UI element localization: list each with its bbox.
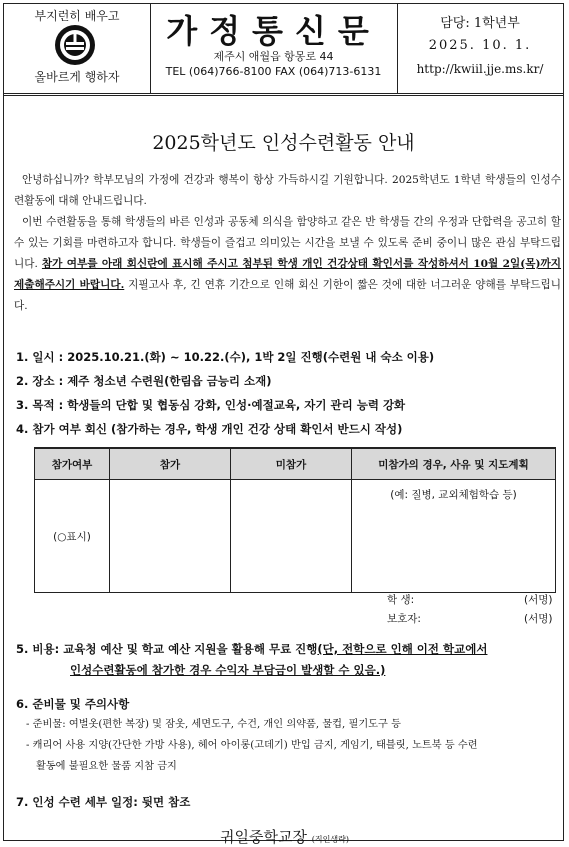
newsletter-title-box (150, 4, 398, 93)
cost-note-2: 인성수련활동에 참가한 경우 수익자 부담금이 발생할 수 있음.) (70, 663, 386, 677)
principal-name: 귀일중학교장 (220, 828, 307, 846)
school-motto-box (4, 4, 151, 93)
reply-header-status: 참가여부 (35, 448, 110, 480)
newsletter-frame (3, 3, 564, 841)
newsletter-header (4, 4, 563, 96)
school-website-link[interactable]: http://kwiil.jje.ms.kr/ (416, 62, 544, 76)
item-schedule: 1. 일시 : 2025.10.21.(화) ~ 10.22.(수), 1박 2일 진행(수련원 내 숙소 이용) (16, 350, 435, 364)
reply-mark-hint: (○표시) (35, 480, 110, 593)
parent-sign-mark[interactable]: (서명) (524, 613, 553, 625)
intro-text: 이번 수련활동을 통해 학생들의 바른 인성과 공동체 의식을 함양하고 같은 반 학생들 간의 우정과 단합력을 공고히 할 수 있는 기회를 마련하고자 합니다. 학생들이 즐겁고 의미있는 시간을 보낼 수 있도록 준비 중이니 많은 관심 부탁드립니다. (14, 216, 561, 270)
motto-top: 부지런히 배우고 (34, 9, 120, 23)
item-reply: 4. 참가 여부 회신 (참가하는 경우, 학생 개인 건강 상태 확인서 반드시 작성) (16, 422, 403, 436)
intro-closing: 지필고사 후, 긴 연휴 기간으로 인해 회신 기한이 짧은 것에 대한 너그러운 양해를 부탁드립니다. (14, 279, 561, 312)
reply-table (34, 447, 556, 593)
reply-absent-cell[interactable] (231, 480, 352, 593)
reply-header-attend: 참가 (110, 448, 231, 480)
schedule-note: 7. 인성 수련 세부 일정: 뒷면 참조 (16, 795, 191, 809)
reply-header-reason: 미참가의 경우, 사유 및 지도계획 (352, 448, 556, 480)
prep-heading: 6. 준비물 및 주의사항 (16, 697, 130, 711)
intro-paragraph-2 (14, 212, 561, 317)
in-charge: 담당: 1학년부 (440, 16, 520, 31)
school-emblem-icon (54, 24, 96, 66)
cost-note-line (70, 662, 385, 678)
principal-signature (0, 826, 569, 847)
school-address: 제주시 애월읍 항몽로 44 (213, 50, 334, 63)
item-place: 2. 장소 : 제주 청소년 수련원(한림읍 금능리 소재) (16, 374, 272, 388)
newsletter-title: 가정통신문 (166, 12, 381, 50)
intro-paragraph-1: 안녕하십니까? 학부모님의 가정에 건강과 행복이 항상 가득하시길 기원합니다. 2025학년도 1학년 학생들의 인성수련활동에 대해 안내드립니다. (14, 174, 561, 207)
intro-emphasis: 참가 여부를 아래 회신란에 표시해 주시고 첨부된 학생 개인 건강상태 확인서를 작성하셔서 10월 2일(목)까지 제출해주시기 바랍니다. (14, 258, 562, 291)
reply-header-absent: 미참가 (231, 448, 352, 480)
school-tel-fax: TEL (064)766-8100 FAX (064)713-6131 (165, 65, 382, 78)
cost-line (16, 641, 487, 657)
issue-date: 2025. 10. 1. (428, 38, 532, 53)
document-title: 2025학년도 인성수련활동 안내 (152, 132, 415, 154)
prep-line-1: - 준비물: 여벌옷(편한 복장) 및 잠옷, 세면도구, 수건, 개인 의약품, 물컵, 필기도구 등 (26, 719, 401, 730)
reply-attend-cell[interactable] (110, 480, 231, 593)
student-sign-label: 학 생: (387, 594, 415, 606)
parent-sign-label: 보호자: (387, 613, 421, 625)
cost-lead: 5. 비용: 교육청 예산 및 학교 예산 지원을 활용해 무료 진행 (16, 642, 318, 656)
prep-line-2: - 캐리어 사용 지양(간단한 가방 사용), 헤어 아이롱(고데기) 반입 금지, 게임기, 태블릿, 노트북 등 수련 (26, 740, 478, 751)
prep-line-3: 활동에 불필요한 물품 지참 금지 (36, 761, 177, 772)
newsletter-meta-box (397, 4, 563, 93)
cost-note-1: (단, 전학으로 인해 이전 학교에서 (317, 642, 488, 656)
reply-reason-cell[interactable]: (예: 질병, 교외체험학습 등) (352, 480, 556, 593)
seal-omitted: (직인생략) (311, 835, 349, 844)
student-sign-mark[interactable]: (서명) (524, 594, 553, 606)
motto-bottom: 올바르게 행하자 (34, 70, 120, 84)
item-purpose: 3. 목적 : 학생들의 단합 및 협동심 강화, 인성·예절교육, 자기 관리 능력 강화 (16, 398, 406, 412)
